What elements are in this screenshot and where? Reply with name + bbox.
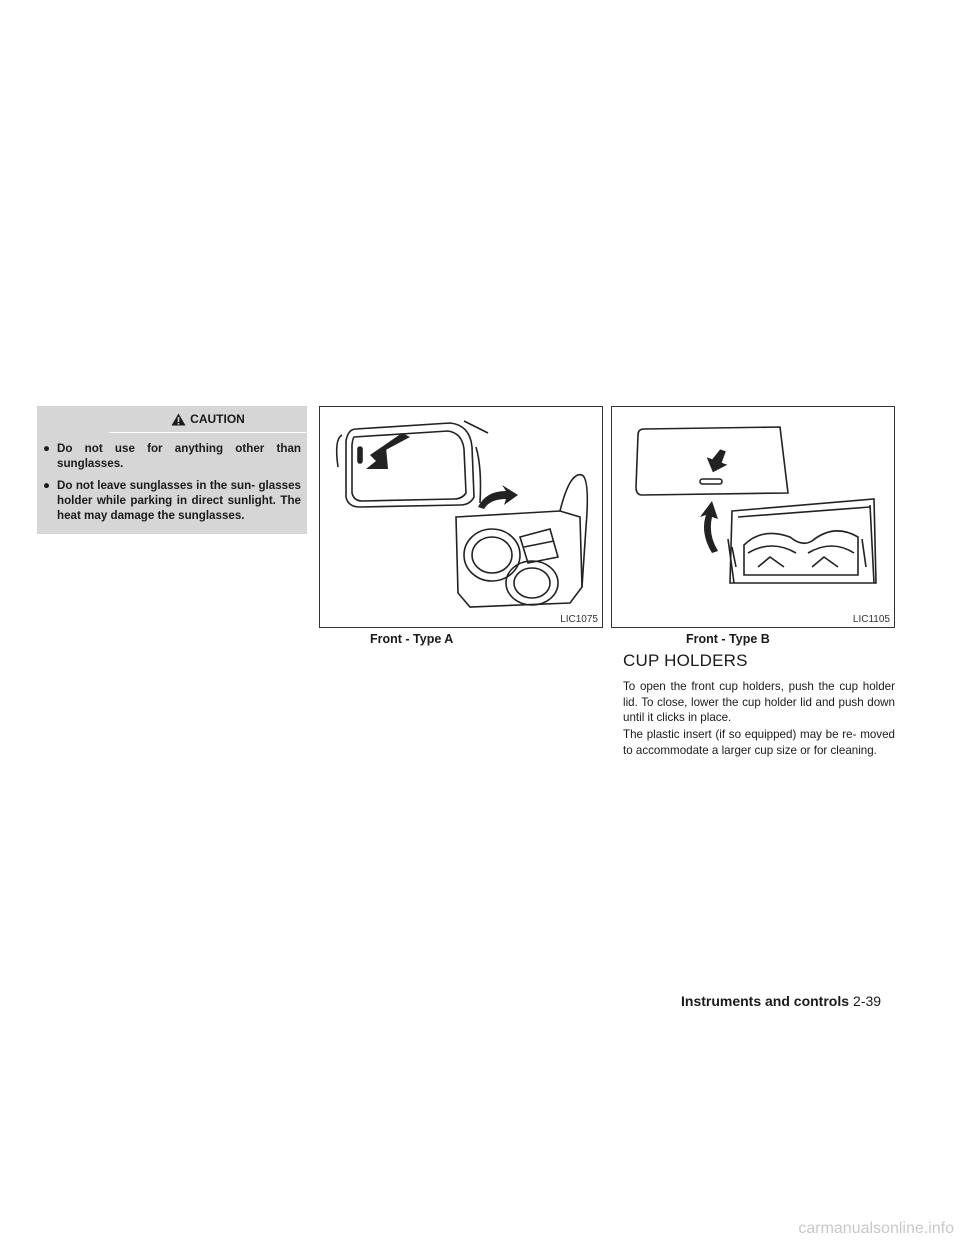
figure-front-type-b xyxy=(611,406,895,628)
cup-holder-type-b-illustration xyxy=(612,407,894,615)
warning-icon xyxy=(171,413,186,426)
paragraph: To open the front cup holders, push the cup holder lid. To close, lower the cup holder lid and push down until it clicks in place. xyxy=(623,680,895,724)
caution-title: CAUTION xyxy=(190,412,245,426)
page-footer xyxy=(681,993,881,1009)
page-number: 2-39 xyxy=(853,993,882,1009)
section-title: CUP HOLDERS xyxy=(623,651,748,670)
caution-item: ● Do not use for anything other than sunglasses. xyxy=(43,442,301,470)
figure-caption: Front - Type B xyxy=(686,632,770,646)
watermark: carmanualsonline.info xyxy=(798,1220,954,1237)
figure-code: LIC1075 xyxy=(560,614,598,625)
caution-list xyxy=(37,433,307,523)
paragraph: The plastic insert (if so equipped) may be re- moved to accommodate a larger cup size or for cleaning. xyxy=(623,728,895,757)
figure-code: LIC1105 xyxy=(852,614,890,625)
figure-caption: Front - Type A xyxy=(370,632,454,646)
caution-item: ● Do not leave sunglasses in the sun- glasses holder while parking in direct sunlight. The heat may damage the sunglasses. xyxy=(43,479,301,522)
caution-box xyxy=(37,406,307,534)
caution-header xyxy=(109,406,307,433)
bullet-icon: ● xyxy=(43,479,51,492)
cup-holder-type-a-illustration xyxy=(320,407,602,615)
footer-section-name: Instruments and controls xyxy=(681,993,850,1009)
bullet-icon: ● xyxy=(43,442,51,455)
figure-front-type-a xyxy=(319,406,603,628)
